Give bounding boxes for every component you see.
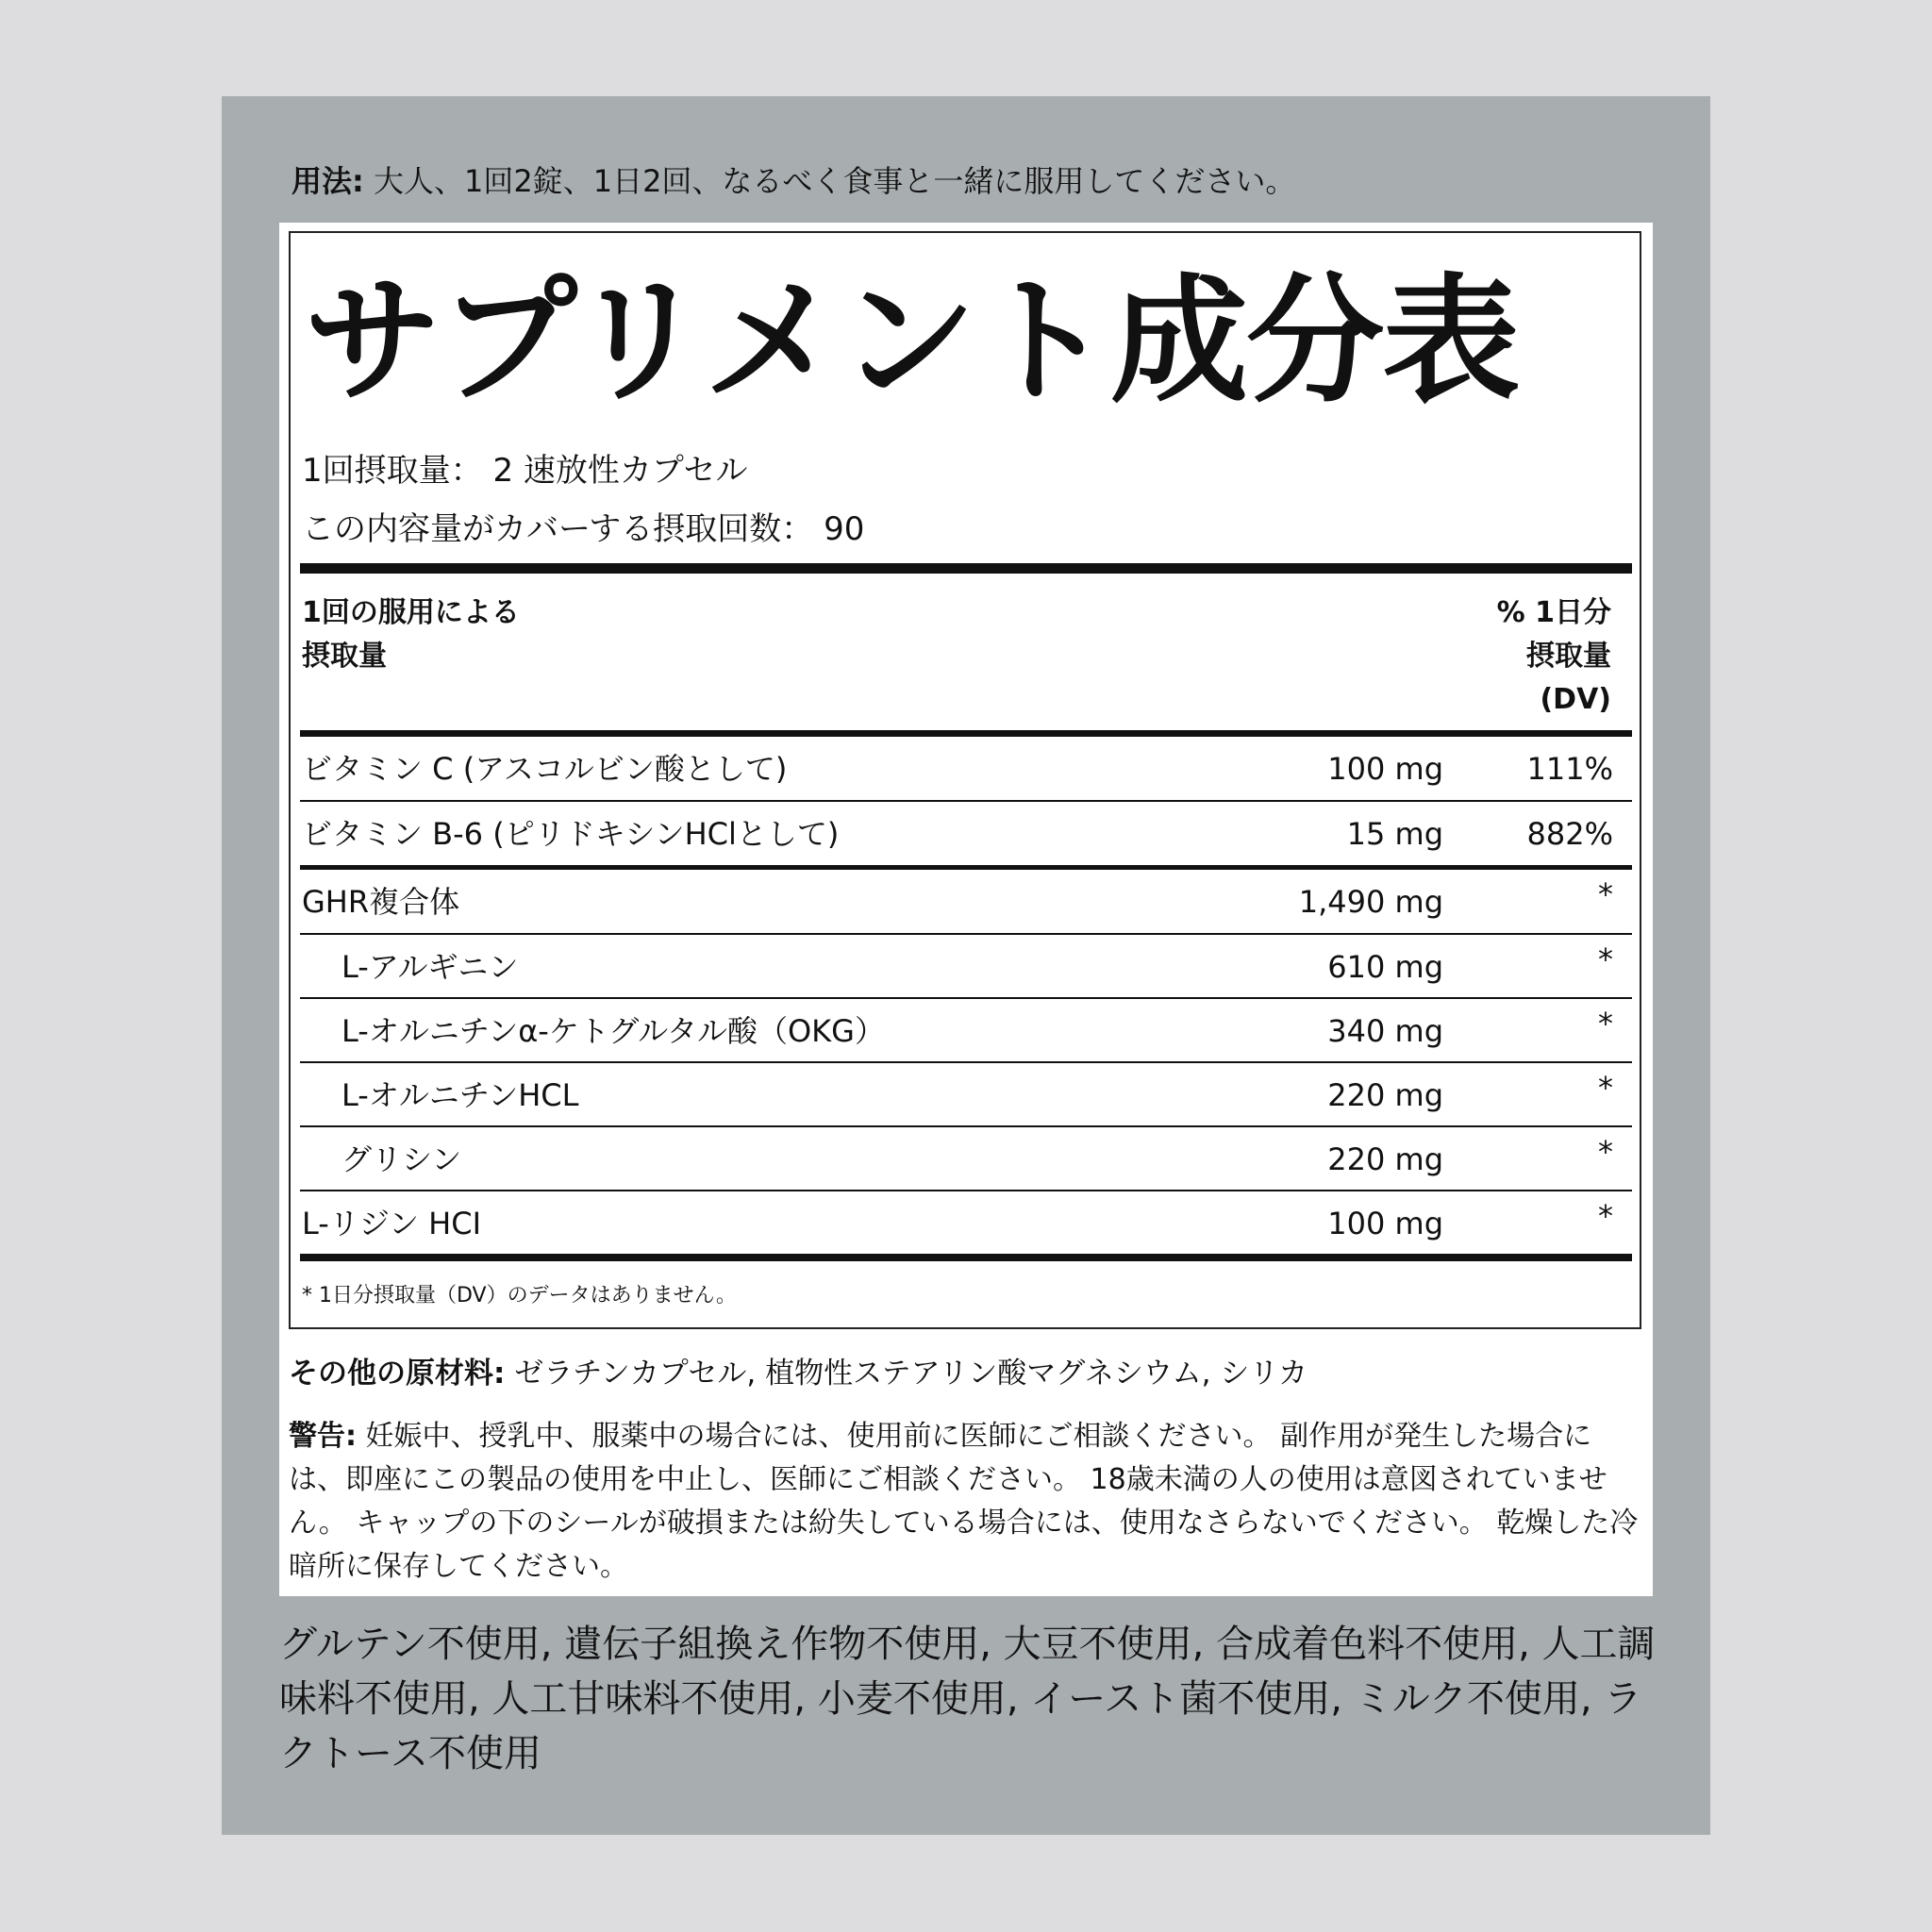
table-row [300,1127,1632,1191]
dv-header-line3: (DV) [1540,683,1611,716]
warning-text: 妊娠中、授乳中、服薬中の場合には、使用前に医師にご相談ください。 副作用が発生した場合には、即座にこの製品の使用を中止し、医師にご相談ください。 18歳未満の人の使用は意図されていません。 キャップの下のシールが破損または紛失している場合には、使用なさらないでください。 乾燥した冷暗所に保存してください。 [289,1420,1639,1583]
nutrient-dv: 882% [1526,816,1613,852]
nutrient-amount: 100 mg [1327,751,1443,787]
facts-title: サプリメント成分表 [304,261,1519,422]
supplement-facts-box [289,231,1641,1329]
amount-header-line2: 摂取量 [302,640,387,673]
other-ingredients-label: その他の原材料: [289,1357,506,1391]
nutrient-dv: * [1598,1070,1613,1106]
table-row [300,802,1632,865]
serving-size: 1回摂取量： 2 速放性カプセル [302,452,748,490]
dv-header-line2: 摂取量 [1526,640,1611,673]
warning [289,1415,1647,1589]
table-row [300,1191,1632,1255]
nutrient-name: L-オルニチンα-ケトグルタル酸（OKG） [341,1013,885,1049]
table-row [300,870,1632,933]
nutrient-dv: * [1598,1198,1613,1234]
nutrient-name: L-オルニチンHCL [341,1077,579,1113]
nutrient-name: グリシン [341,1141,462,1177]
servings-per-container: この内容量がカバーする摂取回数： 90 [302,510,865,548]
nutrient-dv: * [1598,876,1613,912]
nutrient-amount: 100 mg [1327,1206,1443,1241]
dv-footnote: * 1日分摂取量（DV）のデータはありません。 [302,1284,737,1307]
nutrient-dv: * [1598,1006,1613,1041]
table-row [300,935,1632,998]
other-ingredients-text: ゼラチンカプセル, 植物性ステアリン酸マグネシウム, シリカ [505,1357,1308,1391]
free-from-claims: グルテン不使用, 遺伝子組換え作物不使用, 大豆不使用, 合成着色料不使用, 人工調味料不使用, 人工甘味料不使用, 小麦不使用, イースト菌不使用, ミルク不使用, ラクトース不使用 [279,1623,1656,1775]
medium-divider [300,730,1632,737]
nutrient-amount: 610 mg [1327,949,1443,985]
directions-text: 大人、1回2錠、1日2回、なるべく食事と一緒に服用してください。 [363,163,1296,199]
nutrient-name: ビタミン C (アスコルビン酸として) [302,751,788,787]
dv-header-line1: % 1日分 [1496,596,1611,629]
amount-header-line1: 1回の服用による [302,596,520,629]
nutrient-name: GHR複合体 [302,884,460,920]
nutrient-amount: 1,490 mg [1298,884,1443,920]
nutrient-amount: 340 mg [1327,1013,1443,1049]
table-row [300,737,1632,800]
nutrient-amount: 15 mg [1346,816,1443,852]
nutrient-amount: 220 mg [1327,1077,1443,1113]
directions-label: 用法: [291,163,364,199]
nutrient-dv: * [1598,1134,1613,1170]
warning-label: 警告: [289,1420,357,1453]
nutrient-amount: 220 mg [1327,1141,1443,1177]
nutrient-name: L-アルギニン [341,949,519,985]
nutrient-dv: 111% [1526,751,1613,787]
bottom-thick-divider [300,1254,1632,1261]
nutrient-name: L-リジン HCI [302,1206,482,1241]
thick-divider [300,563,1632,574]
other-ingredients [289,1353,1307,1394]
directions [291,158,1295,204]
nutrient-dv: * [1598,941,1613,977]
table-row [300,999,1632,1062]
daily-value-header [1497,591,1611,722]
table-row [300,1063,1632,1126]
amount-per-serving-header [302,591,520,678]
nutrient-name: ビタミン B-6 (ピリドキシンHClとして) [302,816,840,852]
